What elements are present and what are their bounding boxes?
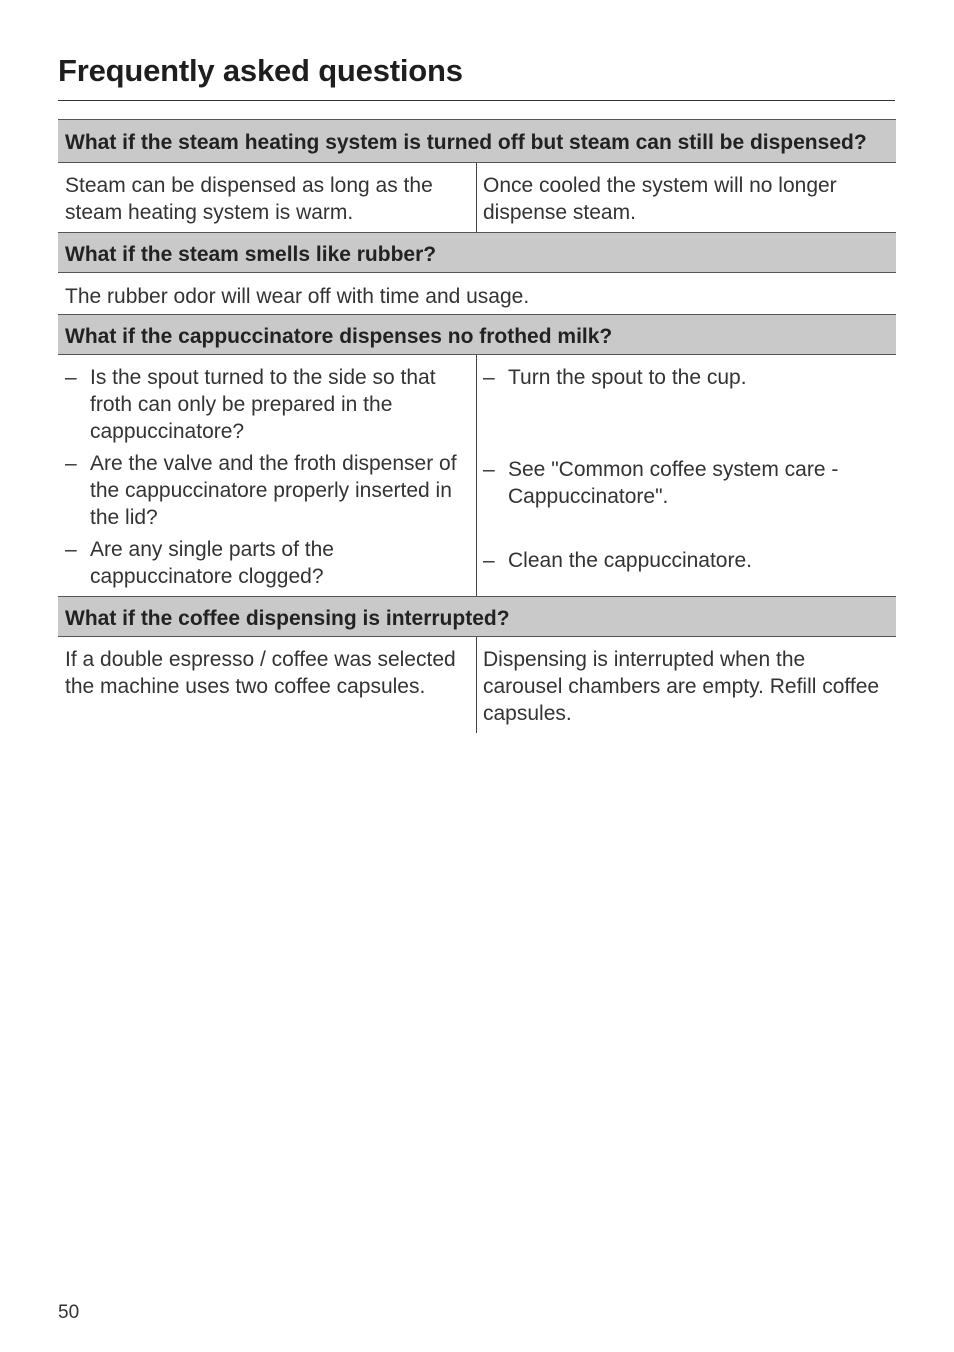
dash-bullet: – <box>65 538 77 561</box>
remedy-text: Clean the cappuccinatore. <box>508 549 752 572</box>
title-divider <box>58 100 895 101</box>
faq-remedy-steam-heating: Once cooled the system will no longer dispense steam. <box>483 174 837 224</box>
faq-cause-coffee-interrupted: If a double espresso / coffee was selected the machine uses two coffee capsules. <box>58 637 477 733</box>
list-item <box>483 364 890 391</box>
dash-bullet: – <box>483 458 495 481</box>
faq-remedy-coffee-interrupted: Dispensing is interrupted when the carousel chambers are empty. Refill coffee capsules. <box>483 648 880 725</box>
list-item <box>65 536 470 590</box>
faq-question-cappuccinatore: What if the cappuccinatore dispenses no frothed milk? <box>58 314 896 355</box>
dash-bullet: – <box>65 452 77 475</box>
list-item <box>65 450 470 531</box>
faq-answer-row-steam-heating <box>58 163 896 232</box>
faq-question-rubber-smell: What if the steam smells like rubber? <box>58 232 896 273</box>
page-number: 50 <box>58 1302 80 1323</box>
dash-bullet: – <box>483 549 495 572</box>
faq-answer-row-cappuccinatore <box>58 355 896 596</box>
remedy-text: Turn the spout to the cup. <box>508 366 747 389</box>
remedy-text: See "Common coffee system care - Cappuccinatore". <box>508 458 839 508</box>
cause-text: Are any single parts of the cappuccinatore clogged? <box>90 538 334 588</box>
faq-table <box>58 119 896 733</box>
faq-causes-cappuccinatore <box>58 355 477 596</box>
faq-question-steam-heating: What if the steam heating system is turned off but steam can still be dispensed? <box>58 119 896 163</box>
list-item <box>483 547 890 574</box>
dash-bullet: – <box>483 366 495 389</box>
faq-remedies-cappuccinatore <box>477 355 896 596</box>
faq-question-coffee-interrupted: What if the coffee dispensing is interrupted? <box>58 596 896 637</box>
cause-text: Are the valve and the froth dispenser of the cappuccinatore properly inserted in the lid? <box>90 452 457 529</box>
dash-bullet: – <box>65 366 77 389</box>
cause-text: Is the spout turned to the side so that froth can only be prepared in the cappuccinatore? <box>90 366 436 443</box>
faq-cause-steam-heating: Steam can be dispensed as long as the steam heating system is warm. <box>58 163 477 232</box>
faq-answer-rubber-smell: The rubber odor will wear off with time and usage. <box>65 285 530 308</box>
page-title: Frequently asked questions <box>58 53 463 88</box>
list-item <box>483 456 890 510</box>
list-item <box>65 364 470 445</box>
faq-answer-row-coffee-interrupted <box>58 637 896 733</box>
